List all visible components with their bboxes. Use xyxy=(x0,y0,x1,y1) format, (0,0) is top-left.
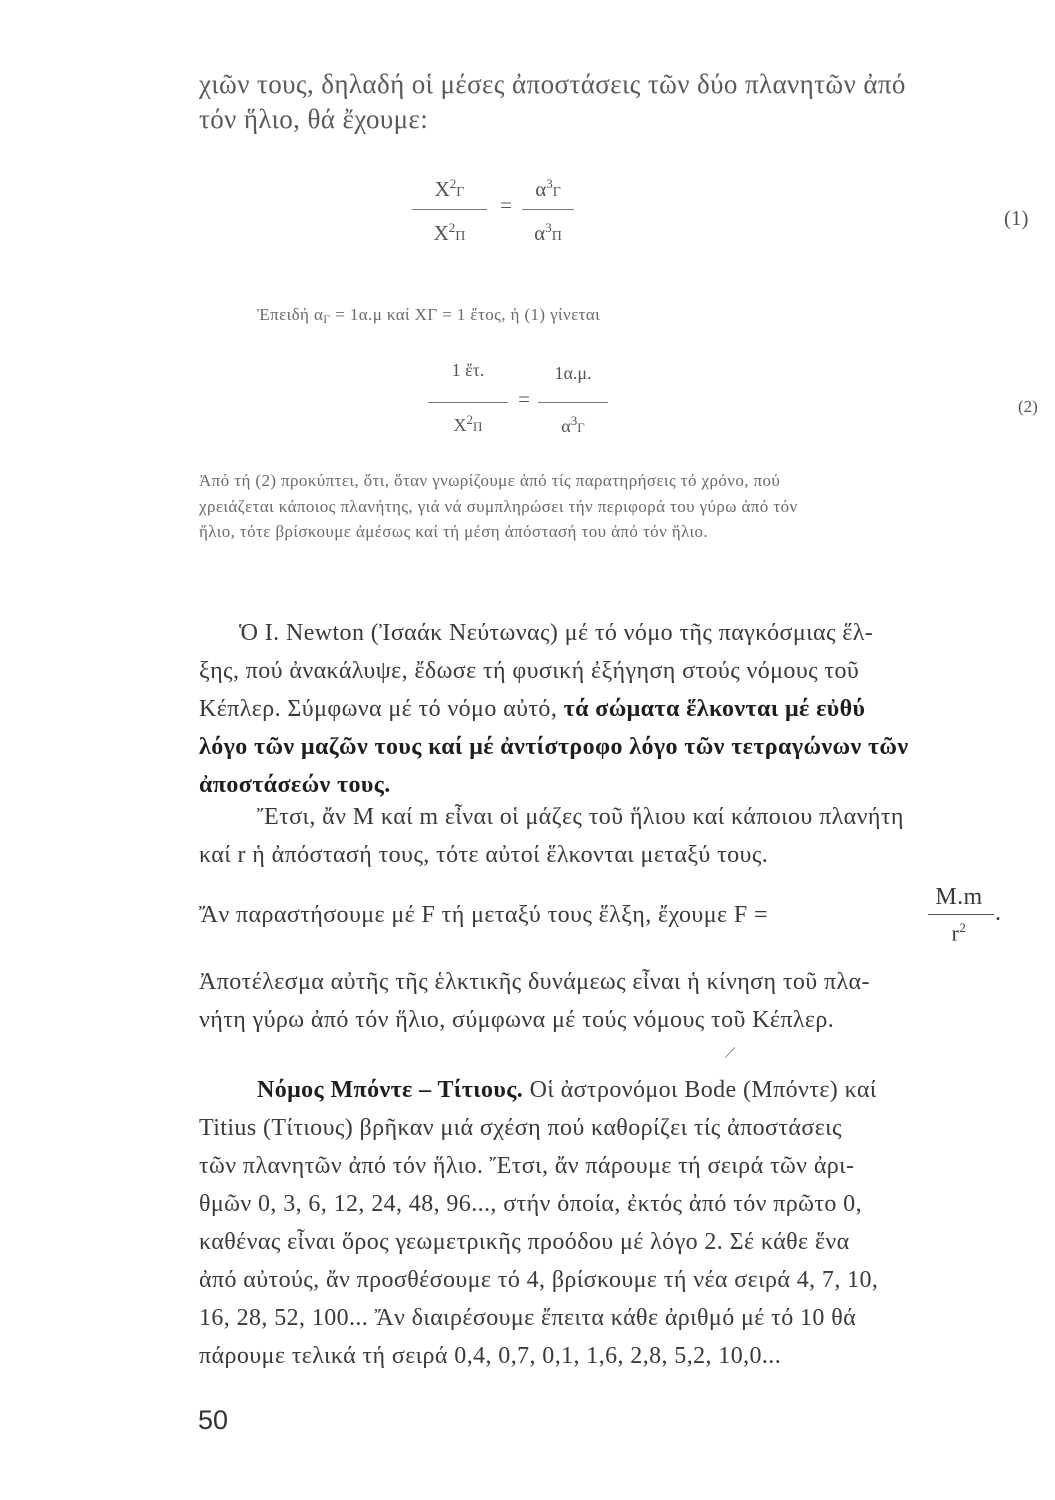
bode-heading: Νόμος Μπόντε – Τίτιους. xyxy=(257,1077,524,1103)
newton-line-4: λόγο τῶν μαζῶν τους καί μέ ἀντίστροφο λόγο τῶν τετραγώνων τῶν xyxy=(199,734,909,760)
explanation-line-2: χρειάζεται κάποιος πλανήτης, γιά νά συμπληρώσει τήν περιφορά του γύρω ἀπό τόν xyxy=(199,496,798,516)
f1-denominator-left: $X^2\Pi$ xyxy=(433,220,466,245)
intro-paragraph xyxy=(199,67,1029,136)
bode-line-3: τῶν πλανητῶν ἀπό τόν ἥλιο. Ἔτσι, ἄν πάρουμε τή σειρά τῶν ἀρι- xyxy=(199,1153,855,1179)
newton-line-3: Κέπλερ. Σύμφωνα μέ τό νόμο αὐτό, τά σώματα ἕλκονται μέ εὐθύ xyxy=(199,696,866,722)
stray-mark xyxy=(725,1047,735,1058)
result-line-1: Ἀποτέλεσμα αὐτῆς τῆς ἑλκτικῆς δυνάμεως εἶναι ἡ κίνηση τοῦ πλα- xyxy=(199,969,870,995)
masses-line-1: Ἔτσι, ἄν M καί m εἶναι οἱ μάζες τοῦ ἥλιου καί κάποιου πλανήτη xyxy=(257,804,904,830)
intro-line-1: χιῶν τους, δηλαδή οἱ μέσες ἀποστάσεις τῶν δύο πλανητῶν ἀπό xyxy=(199,69,906,99)
newton-line-2: ξης, πού ἀνακάλυψε, ἔδωσε τή φυσική ἐξήγηση στούς νόμους τοῦ xyxy=(199,658,860,684)
newton-paragraph xyxy=(199,614,1049,804)
f2-fraction-bar-left xyxy=(428,402,508,403)
explanation-line-1: Ἀπό τή (2) προκύπτει, ὅτι, ὅταν γνωρίζουμε ἀπό τίς παρατηρήσεις τό χρόνο, πού xyxy=(199,471,781,490)
f2-denominator-left: $X^2\Pi$ xyxy=(453,412,483,435)
force-period: . xyxy=(995,900,1002,926)
equation-number-1: (1) xyxy=(1004,206,1029,230)
force-fraction-bar xyxy=(928,914,994,915)
bode-line-6: ἀπό αὐτούς, ἄν προσθέσουμε τό 4, βρίσκουμε τή νέα σειρά 4, 7, 10, xyxy=(199,1267,879,1293)
f2-equals: = xyxy=(518,387,530,411)
bode-line-4: θμῶν 0, 3, 6, 12, 24, 48, 96..., στήν ὁποία, ἐκτός ἀπό τόν πρῶτο 0, xyxy=(199,1191,862,1217)
f1-fraction-bar-right xyxy=(522,209,574,210)
result-paragraph xyxy=(199,963,1049,1039)
newton-line-1: Ὁ I. Newton (Ἰσαάκ Νεύτωνας) μέ τό νόμο τῆς παγκόσμιας ἕλ- xyxy=(239,620,874,646)
bode-line-2: Titius (Τίτιους) βρῆκαν μιά σχέση πού καθορίζει τίς ἀποστάσεις xyxy=(199,1115,842,1141)
force-denominator: $r^2$ xyxy=(951,920,967,946)
newton-line-5: ἀποστάσεών τους. xyxy=(199,772,391,798)
f1-numerator-left: $X^2\Gamma$ xyxy=(434,176,465,201)
bode-line-7: 16, 28, 52, 100... Ἄν διαιρέσουμε ἔπειτα κάθε ἀριθμό μέ τό 10 θά xyxy=(199,1305,857,1331)
page-number: 50 xyxy=(198,1405,229,1435)
f2-denominator-right: $\alpha^3\Gamma$ xyxy=(561,413,585,436)
result-line-2: νήτη γύρω ἀπό τόν ἥλιο, σύμφωνα μέ τούς νόμους τοῦ Κέπλερ. xyxy=(199,1007,835,1033)
explanation-paragraph xyxy=(199,468,1049,545)
force-text: Ἄν παραστήσουμε μέ F τή μεταξύ τους ἕλξη, ἔχουμε F = xyxy=(199,902,768,928)
intro-line-2: τόν ἥλιο, θά ἔχουμε: xyxy=(199,103,429,134)
masses-paragraph xyxy=(199,798,1049,874)
f2-numerator-right: 1α.μ. xyxy=(554,363,592,383)
bode-paragraph xyxy=(199,1071,1049,1375)
explanation-line-3: ἥλιο, τότε βρίσκουμε ἀμέσως καί τή μέση ἀπόστασή του ἀπό τόν ἥλιο. xyxy=(199,522,709,541)
f1-fraction-bar-left xyxy=(412,209,487,210)
force-numerator: M.m xyxy=(935,884,983,910)
f2-fraction-bar-right xyxy=(538,402,608,403)
bode-line-8: πάρουμε τελικά τή σειρά 0,4, 0,7, 0,1, 1,6, 2,8, 5,2, 10,0... xyxy=(199,1343,782,1369)
f1-equals: = xyxy=(500,193,512,217)
equation-number-2: (2) xyxy=(1018,397,1038,416)
f1-denominator-right: $\alpha^3\Pi$ xyxy=(534,220,562,245)
bode-line-1: Νόμος Μπόντε – Τίτιους. Οἱ ἀστρονόμοι Bode (Μπόντε) καί xyxy=(257,1077,877,1103)
f2-numerator-left: 1 ἔτ. xyxy=(451,360,485,380)
bode-line-5: καθένας εἶναι ὅρος γεωμετρικῆς προόδου μέ λόγο 2. Σέ κάθε ἕνα xyxy=(199,1229,850,1255)
f1-numerator-right: $\alpha^3\Gamma$ xyxy=(535,176,561,201)
since-line: Ἐπειδή αΓ = 1α.μ καί XΓ = 1 ἔτος, ἡ (1) γίνεται xyxy=(257,305,601,326)
masses-line-2: καί r ἡ ἀπόστασή τους, τότε αὐτοί ἕλκονται μεταξύ τους. xyxy=(199,842,769,868)
